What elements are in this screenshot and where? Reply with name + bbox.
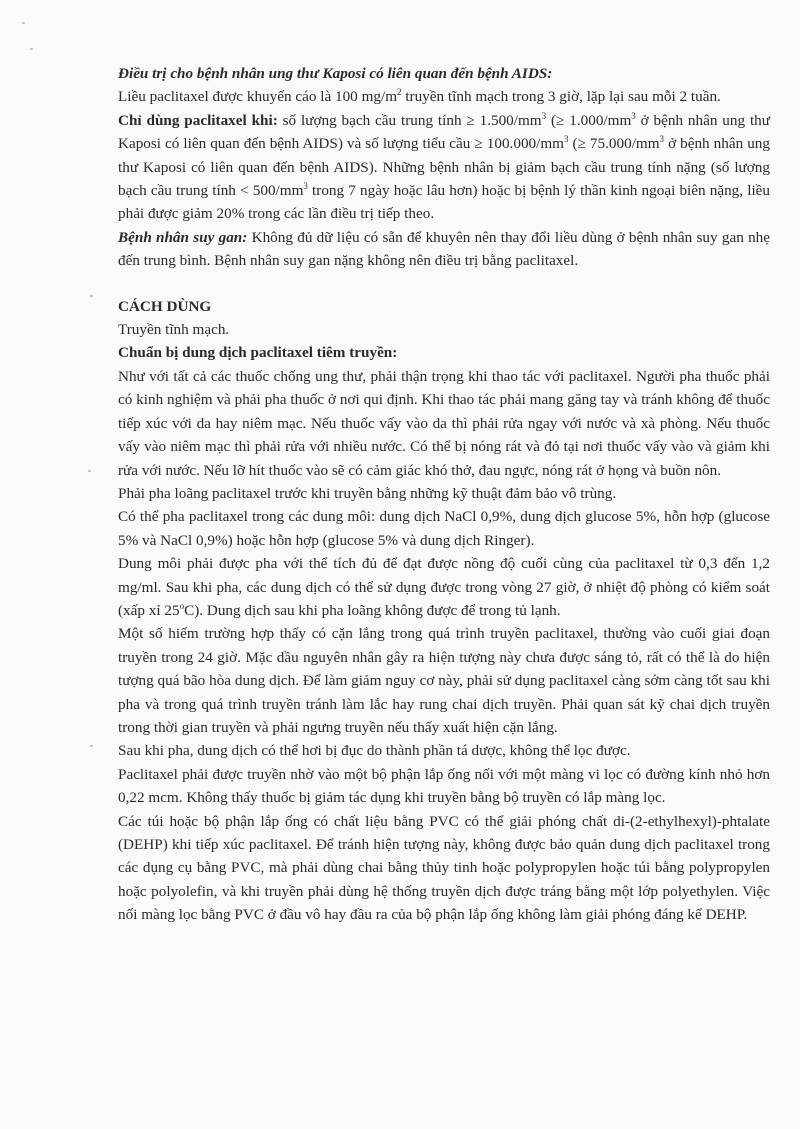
turbidity-paragraph: Sau khi pha, dung dịch có thể hơi bị đục do thành phần tá dược, không thể lọc được. — [118, 742, 631, 760]
handling-paragraph: Như với tất cả các thuốc chống ung thư, phải thận trọng khi thao tác với paclitaxel. Người pha thuốc phải có kinh nghiệm và phải pha thuốc ở nơi qui định. Khi thao tác phải mang găng tay và tránh không để thuốc tiếp xúc với da hay niêm mạc. Nếu thuốc vấy vào da thì phải rửa ngay với nước và xà phòng. Nếu thuốc vấy vào niêm mạc thì phải rửa với nhiều nước. Có thể bị nóng rát và đỏ tại nơi thuốc vấy vào và giảm khi rửa với nước. Nếu lỡ hít thuốc vào sẽ có cảm giác khó thở, đau ngực, nóng rát ở họng và buồn nôn. — [118, 367, 770, 479]
pvc-paragraph: Các túi hoặc bộ phận lắp ống có chất liệu bằng PVC có thể giải phóng chất di-(2-ethylhexyl)-phtalate (DEHP) khi tiếp xúc paclitaxel. Để tránh hiện tượng này, không được bảo quản dung dịch paclitaxel trong các dụng cụ bằng PVC, mà phải dùng chai bằng thủy tinh hoặc polypropylen hoặc túi bằng polypropylen hoặc polyolefin, và khi truyền phải dùng hệ thống truyền dịch được tráng bằng một lớp polyethylen. Việc nối màng lọc bằng PVC ở đầu vô hay đầu ra của bộ phận lắp ống không làm giải phóng đáng kể DEHP. — [118, 812, 770, 924]
dilution-paragraph: Phải pha loãng paclitaxel trước khi truyền bằng những kỹ thuật đảm bảo vô trùng. — [118, 484, 617, 502]
use-condition-label: Chỉ dùng paclitaxel khi: — [118, 111, 278, 129]
usage-heading: CÁCH DÙNG — [118, 297, 212, 315]
concentration-paragraph: Dung môi phải được pha với thể tích đủ để đạt được nồng độ cuối cùng của paclitaxel từ 0,3 đến 1,2 mg/ml. Sau khi pha, các dung dịch có thể sử dụng được trong vòng 27 giờ, ở nhiệt độ phòng có kiểm soát (xấp xỉ 25$^o$C). Dung dịch sau khi pha loãng không được để trong tủ lạnh. — [118, 555, 770, 619]
document-page — [118, 62, 770, 927]
preparation-title: Chuẩn bị dung dịch paclitaxel tiêm truyền: — [118, 344, 398, 362]
precipitate-paragraph: Một số hiếm trường hợp thấy có cặn lắng trong quá trình truyền paclitaxel, thường vào cuối giai đoạn truyền trong 24 giờ. Mặc dầu nguyên nhân gây ra hiện tượng này chưa được sáng tỏ, rất có thể là do hiện tượng quá bão hòa dung dịch. Để làm giảm nguy cơ này, phải sử dụng paclitaxel càng sớm càng tốt sau khi pha và trong quá trình truyền tránh làm lắc hay rung chai dịch truyền. Phải quan sát kỹ chai dịch truyền trong thời gian truyền và phải ngưng truyền nếu thấy xuất hiện cặn lắng. — [118, 625, 770, 736]
use-condition-paragraph: Chỉ dùng paclitaxel khi: số lượng bạch cầu trung tính ≥ $1.500/mm^3$ (≥ $1.000/mm^3$ ở bệnh nhân ung thư Kaposi có liên quan đến bệnh AIDS) và số lượng tiểu cầu ≥ $100.000/mm^3$ (≥ $75.000/mm^3$ ở bệnh nhân ung thư Kaposi có liên quan đến bệnh AIDS). Những bệnh nhân bị giảm bạch cầu trung tính nặng (số lượng bạch cầu trung tính < $500/mm^3$ trong 7 ngày hoặc lâu hơn) hoặc bị bệnh lý thần kinh ngoại biên nặng, liều phải được giảm 20% trong các lần điều trị tiếp theo. — [118, 110, 771, 223]
filter-paragraph: Paclitaxel phải được truyền nhờ vào một bộ phận lắp ống nối với một màng vi lọc có đường kính nhỏ hơn 0,22 mcm. Không thấy thuốc bị giảm tác dụng khi truyền bằng bộ truyền có lắp màng lọc. — [118, 765, 770, 807]
solvent-paragraph: Có thể pha paclitaxel trong các dung môi: dung dịch NaCl 0,9%, dung dịch glucose 5%, hỗn hợp (glucose 5% và NaCl 0,9%) hoặc hỗn hợp (glucose 5% và dung dịch Ringer). — [118, 508, 770, 549]
hepatic-impairment-paragraph: Bệnh nhân suy gan: Không đủ dữ liệu có sẵn để khuyên nên thay đổi liều dùng ở bệnh nhân suy gan nhẹ đến trung bình. Bệnh nhân suy gan nặng không nên điều trị bằng paclitaxel. — [118, 228, 770, 270]
hepatic-impairment-label: Bệnh nhân suy gan: — [118, 228, 248, 246]
kaposi-dosing-title: Điều trị cho bệnh nhân ung thư Kaposi có liên quan đến bệnh AIDS: — [118, 65, 553, 82]
route-text: Truyền tĩnh mạch. — [118, 321, 230, 339]
kaposi-dose-paragraph: Liều paclitaxel được khuyến cáo là 100 $mg/m^2$ truyền tĩnh mạch trong 3 giờ, lặp lại sau mỗi 2 tuần. — [118, 87, 721, 106]
